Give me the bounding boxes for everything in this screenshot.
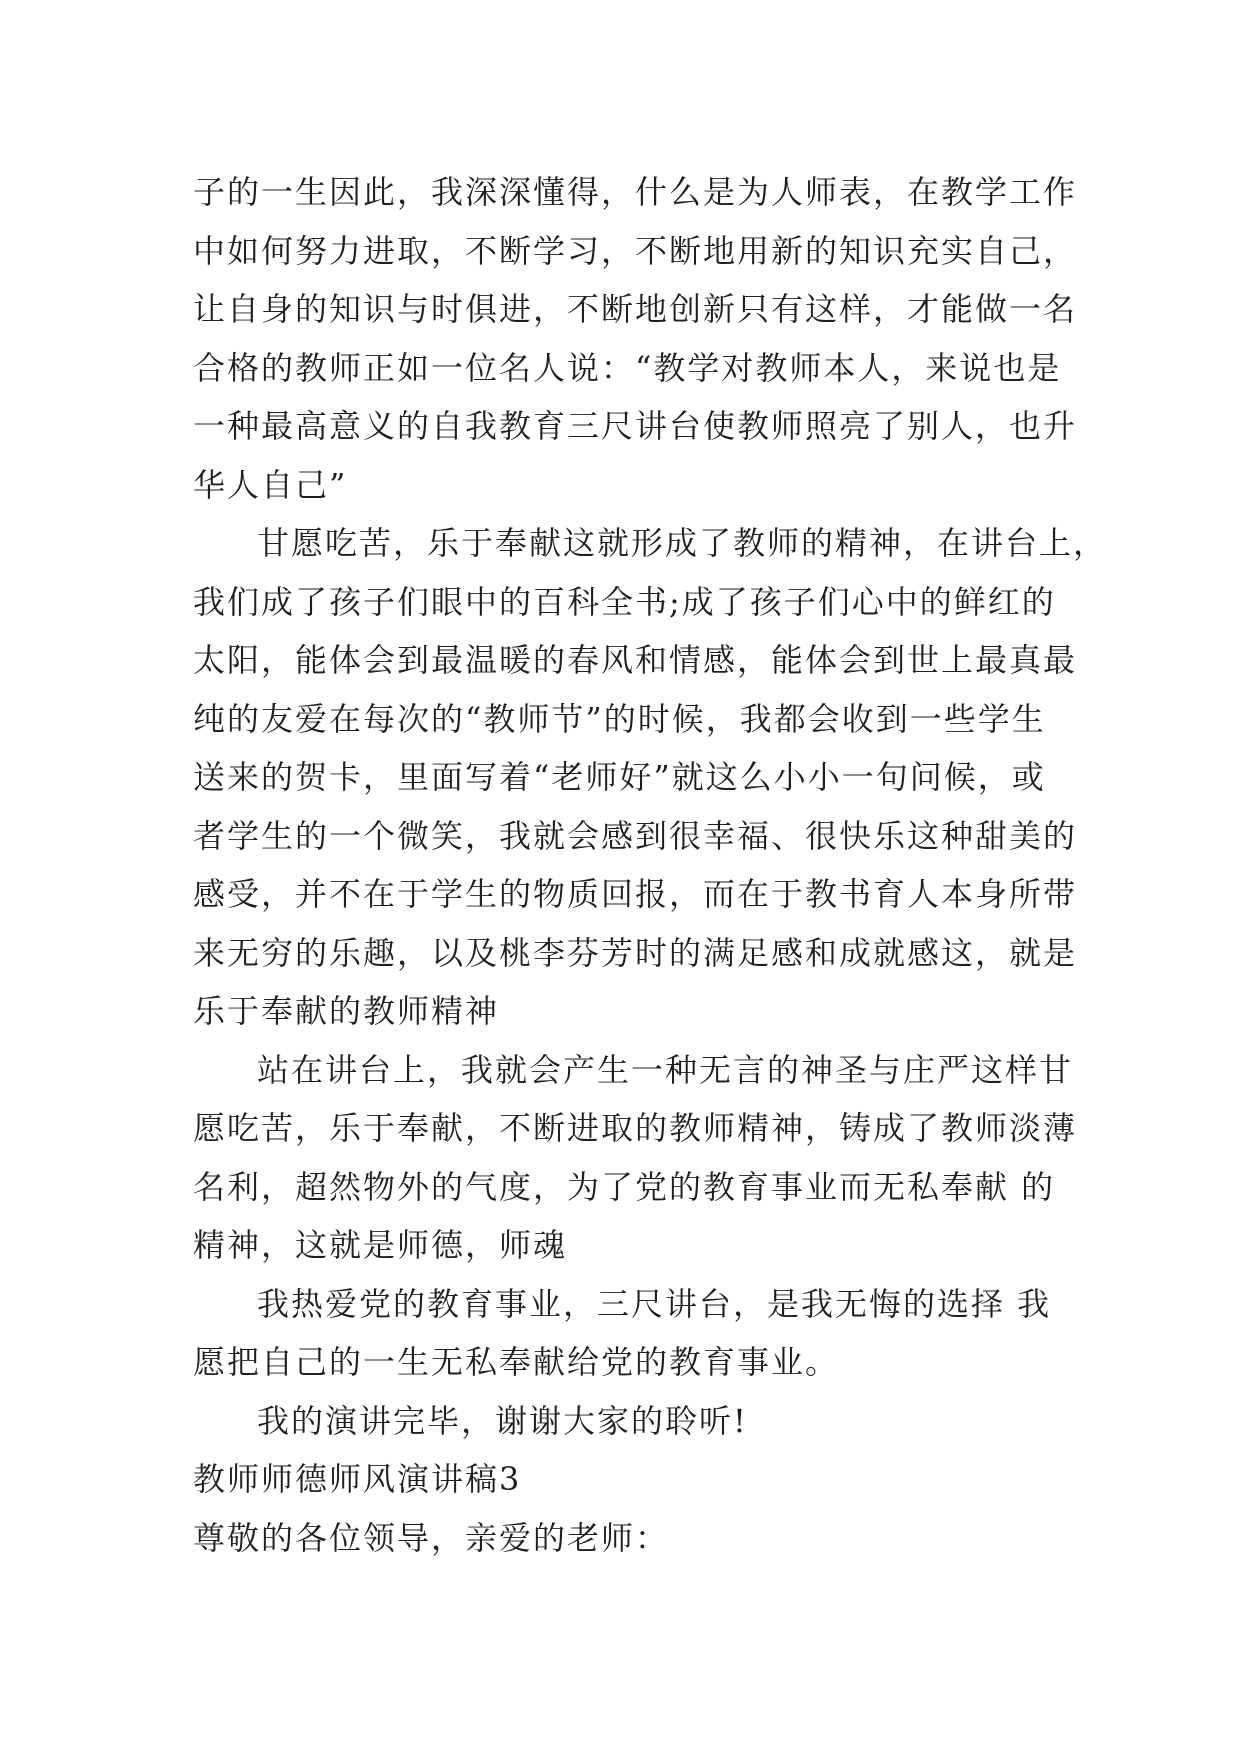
text-line: 合格的教师正如一位名人说：“教学对教师本人，来说也是 bbox=[193, 348, 1062, 387]
paragraph bbox=[193, 1450, 1063, 1509]
text-line: 送来的贺卡，里面写着“老师好”就这么小小一句问候，或 bbox=[193, 758, 1046, 796]
text-line: 感受，并不在于学生的物质回报，而在于教书育人本身所带 bbox=[193, 875, 1078, 913]
text-line: 一种最高意义的自我教育三尺讲台使教师照亮了别人，也升 bbox=[193, 407, 1078, 445]
text-line: 我热爱党的教育事业，三尺讲台，是我无悔的选择 我 bbox=[257, 1284, 1052, 1323]
paragraph bbox=[193, 1275, 1063, 1392]
text-line: 愿把自己的一生无私奉献给党的教育事业。 bbox=[193, 1343, 840, 1381]
text-line: 让自身的知识与时俱进，不断地创新只有这样，才能做一名 bbox=[193, 290, 1078, 328]
text-line: 者学生的一个微笑，我就会感到很幸福、很快乐这种甜美的 bbox=[193, 816, 1078, 855]
text-line: 我们成了孩子们眼中的百科全书;成了孩子们心中的鲜红的 bbox=[193, 582, 1056, 621]
paragraph bbox=[193, 514, 1108, 1041]
paragraph bbox=[193, 1392, 1063, 1451]
text-line: 来无穷的乐趣，以及桃李芬芳时的满足感和成就感这，就是 bbox=[193, 933, 1078, 972]
paragraph bbox=[193, 1041, 1078, 1275]
text-line: 甘愿吃苦，乐于奉献这就形成了教师的精神，在讲台上， bbox=[257, 524, 1108, 562]
text-line: 名利，超然物外的气度，为了党的教育事业而无私奉献 的 bbox=[193, 1167, 1056, 1206]
text-line: 愿吃苦，乐于奉献，不断进取的教师精神，铸成了教师淡薄 bbox=[193, 1109, 1078, 1147]
text-line: 尊敬的各位领导，亲爱的老师： bbox=[193, 1518, 670, 1557]
text-line: 乐于奉献的教师精神 bbox=[193, 992, 500, 1030]
document-body bbox=[193, 163, 1108, 1567]
text-line: 中如何努力进取，不断学习，不断地用新的知识充实自己， bbox=[193, 231, 1078, 270]
text-line: 教师师德师风演讲稿3 bbox=[193, 1460, 522, 1498]
text-line: 精神，这就是师德，师魂 bbox=[193, 1226, 568, 1264]
text-line: 华人自己” bbox=[193, 465, 348, 504]
paragraph bbox=[193, 163, 1078, 514]
text-line: 站在讲台上，我就会产生一种无言的神圣与庄严这样甘 bbox=[257, 1050, 1074, 1089]
paragraph bbox=[193, 1509, 1063, 1568]
text-line: 太阳，能体会到最温暖的春风和情感，能体会到世上最真最 bbox=[193, 641, 1078, 679]
text-line: 纯的友爱在每次的“教师节”的时候，我都会收到一些学生 bbox=[193, 699, 1046, 738]
text-line: 我的演讲完毕，谢谢大家的聆听! bbox=[257, 1401, 748, 1440]
text-line: 子的一生因此，我深深懂得，什么是为人师表，在教学工作 bbox=[193, 173, 1078, 211]
